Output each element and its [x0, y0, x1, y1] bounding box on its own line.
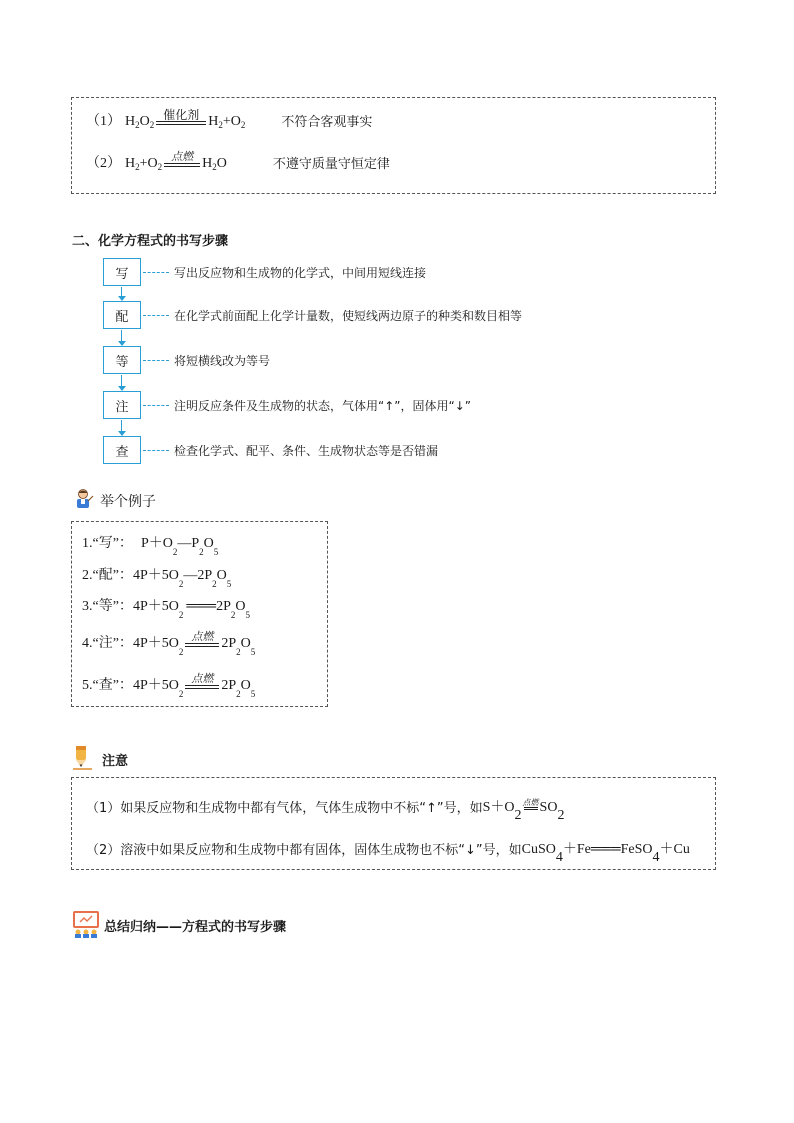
eq-text: —P: [177, 536, 200, 551]
step-label: 查: [115, 444, 129, 460]
eq-sub: 2: [240, 120, 246, 130]
eq-text: H: [125, 114, 136, 129]
step-leader: [143, 450, 169, 451]
eq-text: —2P: [183, 568, 213, 583]
presentation-board-icon: [72, 910, 100, 942]
eq-text: O: [240, 678, 251, 693]
condition-text: 点燃: [191, 630, 214, 643]
step-label: 配: [115, 309, 129, 325]
error-note: 不遵守质量守恒定律: [272, 157, 390, 172]
eq-text: O: [240, 636, 251, 651]
eq-text: O: [203, 536, 214, 551]
step-box-write: [103, 258, 141, 286]
eq-text: 2P: [221, 678, 237, 693]
step-description: 在化学式前面配上化学计量数，使短线两边原子的种类和数目相等: [174, 309, 523, 323]
condition-text: 催化剂: [163, 108, 200, 122]
eq-text: +O: [139, 156, 158, 171]
step-label: 注: [115, 399, 129, 415]
example-header: 举个例子: [100, 494, 156, 510]
caution-text: （2）溶液中如果反应物和生成物中都有固体，固体生成物也不标“↓”号，如: [86, 843, 522, 858]
example-line-5: 5.“查”： 4P＋5O 2 点燃 2P 2 O 5: [82, 672, 256, 699]
caution-text: （1）如果反应物和生成物中都有气体，气体生成物中不标“↑”号，如: [86, 801, 483, 816]
pen-icon: [72, 744, 94, 774]
step-description: 注明反应条件及生成物的状态，气体用“↑”，固体用“↓”: [174, 399, 471, 413]
example-line-1: 1.“写”： P＋O 2 —P 2 O 5: [82, 532, 218, 552]
error-example-1: [86, 106, 372, 130]
summary-header: 总结归纳——方程式的书写步骤: [104, 920, 287, 935]
step-leader: [143, 272, 169, 273]
caution-note-2: （2）溶液中如果反应物和生成物中都有固体，固体生成物也不标“↓”号，如 CuSO 4 ＋Fe═══FeSO 4 ＋Cu: [86, 834, 690, 858]
eq-text: H: [208, 114, 219, 129]
example-prefix: 4.“注”：: [82, 636, 133, 651]
reaction-condition: [523, 798, 539, 816]
error-example-2: [86, 148, 390, 172]
step-label: 等: [115, 354, 129, 370]
step-description: 写出反应物和生成物的化学式，中间用短线连接: [174, 266, 427, 280]
step-leader: [143, 315, 169, 316]
eq-text: O: [216, 568, 227, 583]
eq-sub: 2: [157, 162, 163, 172]
item-number: （2）: [86, 156, 121, 171]
eq-text: 4P＋5O: [132, 599, 179, 614]
eq-sub: 2: [149, 120, 155, 130]
step-box-balance: [103, 301, 141, 329]
eq-text: ═══2P: [186, 599, 231, 614]
condition-text: 点燃: [171, 150, 194, 163]
reaction-condition: [185, 631, 219, 652]
example-line-3: 3.“等”： 4P＋5O 2 ═══2P 2 O 5: [82, 595, 250, 615]
eq-text: O: [139, 114, 150, 129]
example-prefix: 1.“写”：: [82, 536, 133, 551]
example-prefix: 3.“等”：: [82, 599, 133, 614]
eq-sub: 2: [218, 120, 223, 130]
reaction-condition: [164, 151, 200, 172]
reaction-condition: [185, 673, 219, 694]
teacher-icon: [72, 488, 94, 514]
item-number: （1）: [86, 114, 121, 129]
section-title: 二、化学方程式的书写步骤: [72, 234, 229, 249]
condition-text: 点燃: [522, 798, 539, 807]
eq-text: H: [125, 156, 136, 171]
eq-text: 2P: [221, 636, 237, 651]
example-line-2: 2.“配”： 4P＋5O 2 —2P 2 O 5: [82, 564, 231, 584]
eq-text: O: [235, 599, 246, 614]
eq-text: ＋Fe═══FeSO: [562, 842, 653, 857]
eq-sub: 2: [135, 162, 140, 172]
eq-text: ＋Cu: [659, 842, 690, 857]
step-box-check: [103, 436, 141, 464]
eq-text: +O: [222, 114, 241, 129]
eq-text: SO: [539, 800, 558, 815]
eq-text: 4P＋5O: [132, 636, 179, 651]
example-prefix: 2.“配”：: [82, 568, 133, 583]
reaction-condition: [156, 109, 206, 130]
eq-text: S＋O: [482, 800, 515, 815]
step-leader: [143, 405, 169, 406]
caution-note-1: （1）如果反应物和生成物中都有气体，气体生成物中不标“↑”号，如 S＋O 2 点燃 SO 2: [86, 798, 565, 823]
step-box-equal: [103, 346, 141, 374]
eq-text: CuSO: [521, 842, 556, 857]
eq-text: H: [202, 156, 213, 171]
eq-sub: 2: [212, 162, 217, 172]
step-description: 检查化学式、配平、条件、生成物状态等是否错漏: [174, 444, 439, 458]
example-prefix: 5.“查”：: [82, 678, 133, 693]
eq-text: O: [216, 156, 227, 171]
eq-text: P＋O: [140, 536, 173, 551]
eq-text: 4P＋5O: [132, 678, 179, 693]
caution-header: 注意: [102, 754, 129, 769]
eq-sub: 2: [135, 120, 140, 130]
step-label: 写: [115, 266, 129, 282]
step-description: 将短横线改为等号: [174, 354, 271, 368]
eq-text: 4P＋5O: [132, 568, 179, 583]
step-box-annotate: [103, 391, 141, 419]
step-leader: [143, 360, 169, 361]
error-note: 不符合客观事实: [281, 115, 373, 130]
example-line-4: 4.“注”： 4P＋5O 2 点燃 2P 2 O 5: [82, 630, 256, 657]
condition-text: 点燃: [191, 672, 214, 685]
